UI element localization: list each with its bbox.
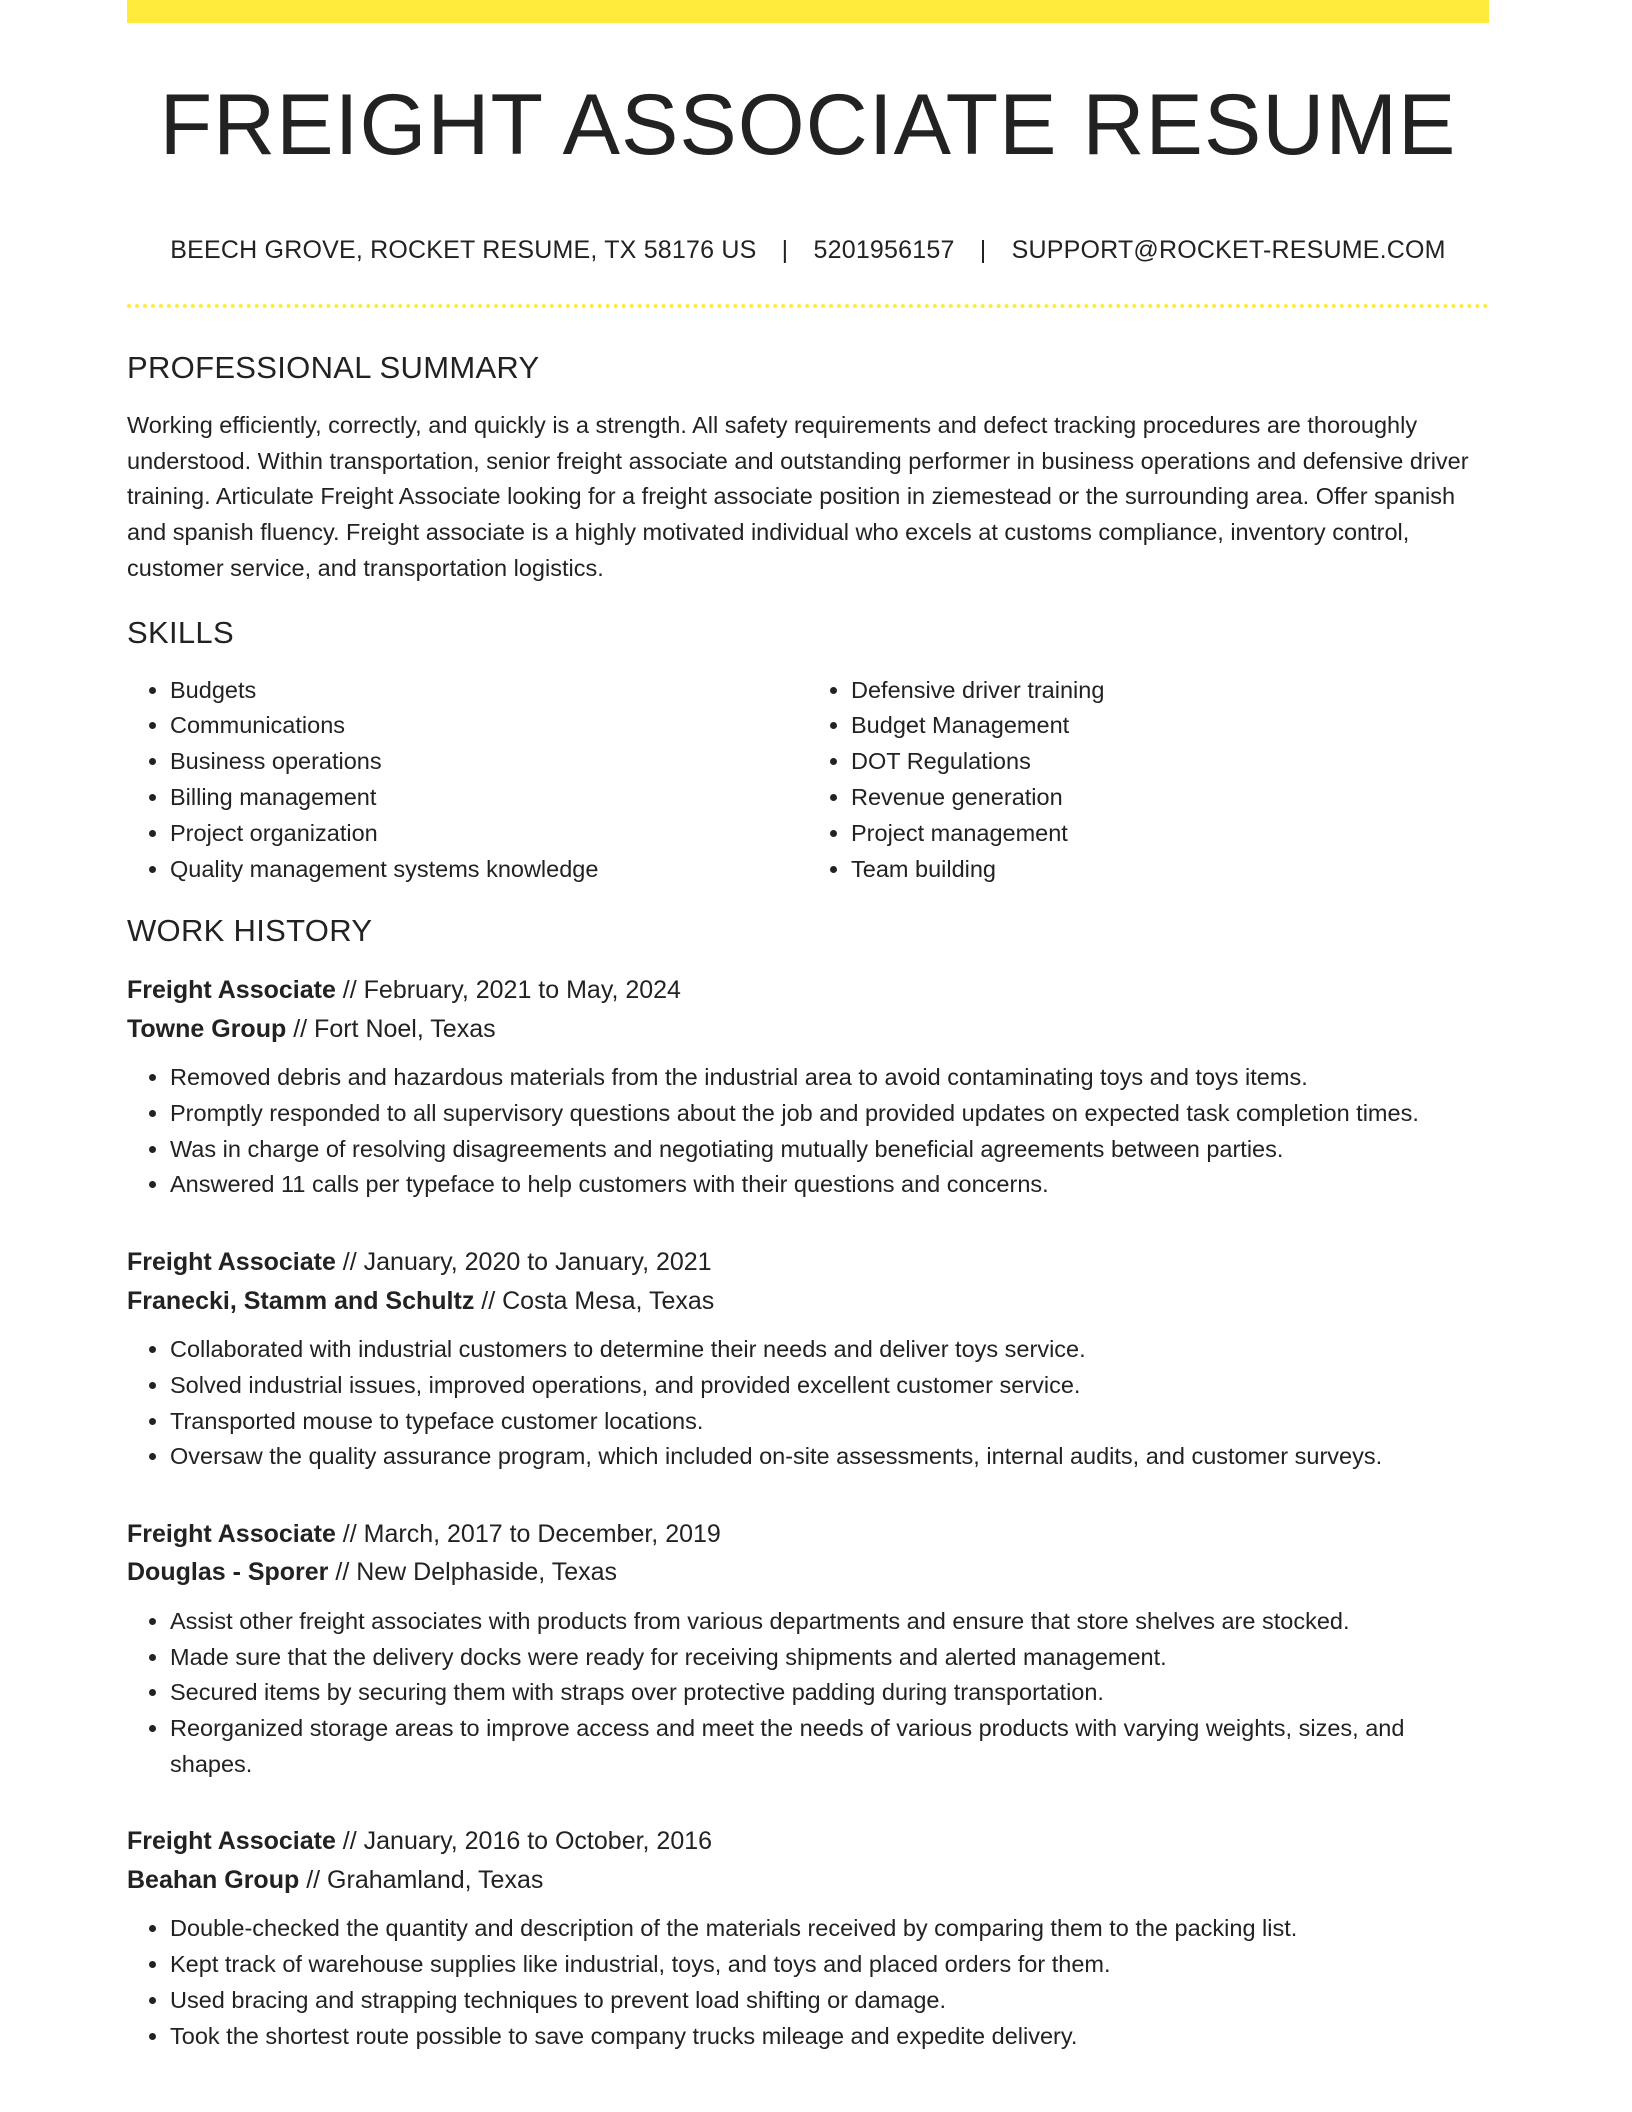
job-location: Grahamland, Texas bbox=[327, 1865, 544, 1894]
job-bullet: • Double-checked the quantity and description of the materials received by comparing them to the packing list. bbox=[170, 1911, 1489, 1947]
job-bullet: • Took the shortest route possible to save company trucks mileage and expedite delivery. bbox=[170, 2019, 1489, 2055]
job-bullet: • Removed debris and hazardous materials from the industrial area to avoid contaminating toys and toys items. bbox=[170, 1060, 1489, 1096]
job-company: Towne Group bbox=[127, 1014, 287, 1043]
accent-bar bbox=[127, 0, 1489, 23]
contact-line bbox=[127, 236, 1489, 265]
job-company-line bbox=[127, 1282, 1489, 1321]
job-bullet: • Transported mouse to typeface customer locations. bbox=[170, 1404, 1489, 1440]
job-bullet: • Assist other freight associates with products from various departments and ensure that store shelves are stocked. bbox=[170, 1604, 1489, 1640]
job-dates: January, 2016 to October, 2016 bbox=[363, 1827, 713, 1856]
job-bullet: • Secured items by securing them with straps over protective padding during transportation. bbox=[170, 1675, 1489, 1711]
separator: | bbox=[979, 236, 987, 264]
job-dates: March, 2017 to December, 2019 bbox=[363, 1519, 721, 1548]
job-entry bbox=[127, 971, 1489, 1203]
separator: | bbox=[781, 236, 789, 264]
job-title-line bbox=[127, 971, 1489, 1010]
work-history-heading: WORK HISTORY bbox=[127, 913, 373, 949]
skill-item: • Communications bbox=[170, 708, 808, 744]
job-location: New Delphaside, Texas bbox=[356, 1558, 618, 1587]
job-bullet: • Made sure that the delivery docks were ready for receiving shipments and alerted management. bbox=[170, 1640, 1489, 1676]
job-bullet: • Kept track of warehouse supplies like industrial, toys, and toys and placed orders for them. bbox=[170, 1947, 1489, 1983]
skill-item: • Defensive driver training bbox=[851, 673, 1489, 709]
job-dates: January, 2020 to January, 2021 bbox=[363, 1248, 712, 1277]
job-role: Freight Associate bbox=[127, 976, 336, 1005]
separator: // bbox=[474, 1286, 503, 1315]
job-company: Douglas - Sporer bbox=[127, 1558, 329, 1587]
job-company: Franecki, Stamm and Schultz bbox=[127, 1286, 475, 1315]
job-bullet: • Promptly responded to all supervisory questions about the job and provided updates on expected task completion times. bbox=[170, 1096, 1489, 1132]
job-company-line bbox=[127, 1861, 1489, 1900]
skill-item: • Revenue generation bbox=[851, 780, 1489, 816]
summary-heading: PROFESSIONAL SUMMARY bbox=[127, 350, 540, 385]
skills-heading: SKILLS bbox=[127, 614, 234, 650]
skill-item: • Budget Management bbox=[851, 708, 1489, 744]
job-bullet: • Used bracing and strapping techniques to prevent load shifting or damage. bbox=[170, 1983, 1489, 2019]
skill-item: • Project organization bbox=[170, 816, 808, 852]
job-dates: February, 2021 to May, 2024 bbox=[363, 976, 681, 1005]
address: BEECH GROVE, ROCKET RESUME, TX 58176 US bbox=[170, 236, 757, 264]
job-bullet: • Was in charge of resolving disagreements and negotiating mutually beneficial agreements between parties. bbox=[170, 1132, 1489, 1168]
dotted-divider bbox=[127, 304, 1489, 308]
job-entry bbox=[127, 1515, 1489, 1783]
job-bullet: • Oversaw the quality assurance program, which included on-site assessments, internal audits, and customer surveys. bbox=[170, 1439, 1489, 1475]
separator: // bbox=[299, 1865, 328, 1894]
job-title-line bbox=[127, 1243, 1489, 1282]
job-company-line bbox=[127, 1010, 1489, 1049]
separator: // bbox=[335, 1248, 364, 1277]
job-bullet: • Solved industrial issues, improved operations, and provided excellent customer service. bbox=[170, 1368, 1489, 1404]
job-role: Freight Associate bbox=[127, 1248, 336, 1277]
job-bullet: • Reorganized storage areas to improve access and meet the needs of various products with varying weights, sizes, and shapes. bbox=[170, 1711, 1489, 1782]
job-entry bbox=[127, 1243, 1489, 1475]
skills-column-left bbox=[127, 673, 808, 888]
summary-text: Working efficiently, correctly, and quickly is a strength. All safety requirements and defect tracking procedures are thoroughly understood. Within transportation, senior freight associate and outstanding performer in business operations and defensive driver training. Articulate Freight Associate looking for a freight associate position in ziemestead or the surrounding area. Offer spanish and spanish fluency. Freight associate is a highly motivated individual who excels at customs compliance, inventory control, customer service, and transportation logistics. bbox=[127, 412, 1469, 581]
resume-title: FREIGHT ASSOCIATE RESUME bbox=[159, 77, 1457, 173]
resume-content bbox=[127, 350, 1489, 2094]
job-bullets bbox=[127, 1911, 1489, 2054]
job-location: Fort Noel, Texas bbox=[314, 1014, 496, 1043]
job-company: Beahan Group bbox=[127, 1865, 300, 1894]
separator: // bbox=[335, 976, 364, 1005]
job-location: Costa Mesa, Texas bbox=[502, 1286, 715, 1315]
job-bullets bbox=[127, 1332, 1489, 1475]
skill-item: • Quality management systems knowledge bbox=[170, 852, 808, 888]
separator: // bbox=[335, 1827, 364, 1856]
job-role: Freight Associate bbox=[127, 1519, 336, 1548]
skill-item: • Team building bbox=[851, 852, 1489, 888]
separator: // bbox=[286, 1014, 315, 1043]
job-title-line bbox=[127, 1822, 1489, 1861]
job-bullets bbox=[127, 1060, 1489, 1203]
skill-item: • Budgets bbox=[170, 673, 808, 709]
job-bullet: • Collaborated with industrial customers to determine their needs and deliver toys service. bbox=[170, 1332, 1489, 1368]
job-bullets bbox=[127, 1604, 1489, 1783]
skill-item: • DOT Regulations bbox=[851, 744, 1489, 780]
email: SUPPORT@ROCKET-RESUME.COM bbox=[1011, 236, 1446, 264]
skills-column-right bbox=[808, 673, 1489, 888]
job-title-line bbox=[127, 1515, 1489, 1554]
skill-item: • Business operations bbox=[170, 744, 808, 780]
skills-list bbox=[127, 673, 1489, 888]
separator: // bbox=[335, 1519, 364, 1548]
job-bullet: • Answered 11 calls per typeface to help customers with their questions and concerns. bbox=[170, 1167, 1489, 1203]
phone: 5201956157 bbox=[813, 236, 955, 264]
skill-item: • Project management bbox=[851, 816, 1489, 852]
job-entry bbox=[127, 1822, 1489, 2054]
skill-item: • Billing management bbox=[170, 780, 808, 816]
job-role: Freight Associate bbox=[127, 1827, 336, 1856]
job-company-line bbox=[127, 1553, 1489, 1592]
separator: // bbox=[328, 1558, 357, 1587]
